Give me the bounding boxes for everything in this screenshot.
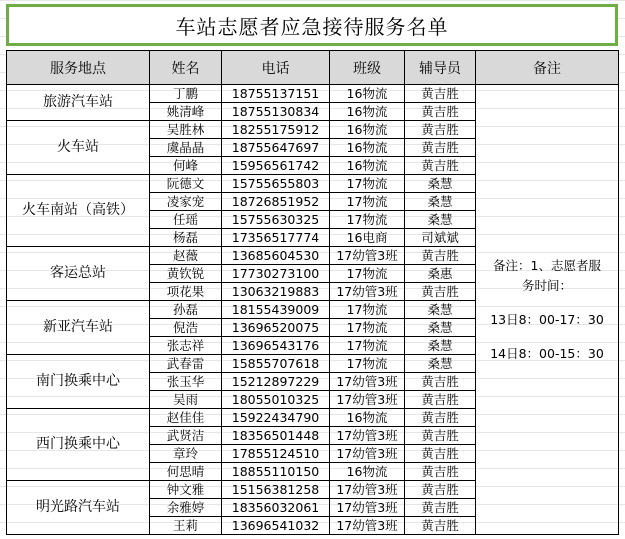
title-text: 车站志愿者应急接待服务名单 [175,14,449,39]
class-cell: 17物流 [330,193,405,211]
class-cell: 16物流 [330,85,405,103]
notes-line-3: 13日8：00-17：30 [490,311,604,327]
phone-cell: 18055010325 [222,391,330,409]
counselor-cell: 黄吉胜 [405,409,476,427]
class-cell: 17幼管3班 [330,373,405,391]
notes-line-4: 14日8：00-15：30 [490,345,604,361]
phone-cell: 17855124510 [222,445,330,463]
header-phone: 电话 [222,51,330,85]
counselor-cell: 桑慧 [405,175,476,193]
name-cell: 武春雷 [150,355,222,373]
location-cell: 明光路汽车站 [7,481,150,535]
location-cell: 客运总站 [7,247,150,301]
name-cell: 钟文雅 [150,481,222,499]
counselor-cell: 黄吉胜 [405,157,476,175]
name-cell: 何思晴 [150,463,222,481]
counselor-cell: 黄吉胜 [405,499,476,517]
class-cell: 17物流 [330,301,405,319]
class-cell: 16物流 [330,463,405,481]
location-cell: 南门换乘中心 [7,355,150,409]
phone-cell: 18356501448 [222,427,330,445]
class-cell: 16物流 [330,157,405,175]
phone-cell: 15755630325 [222,211,330,229]
counselor-cell: 黄吉胜 [405,427,476,445]
class-cell: 17幼管3班 [330,517,405,535]
counselor-cell: 黄吉胜 [405,391,476,409]
notes-line-2: 务时间： [521,277,572,293]
phone-cell: 13696520075 [222,319,330,337]
counselor-cell: 黄吉胜 [405,463,476,481]
location-cell: 火车站 [7,121,150,175]
counselor-cell: 桑慧 [405,337,476,355]
class-cell: 16物流 [330,103,405,121]
location-cell: 火车南站（高铁） [7,175,150,247]
phone-cell: 18255175912 [222,121,330,139]
class-cell: 17幼管3班 [330,481,405,499]
phone-cell: 18755647697 [222,139,330,157]
class-cell: 17物流 [330,265,405,283]
class-cell: 17幼管3班 [330,427,405,445]
phone-cell: 17356517774 [222,229,330,247]
class-cell: 17幼管3班 [330,499,405,517]
phone-cell: 13685604530 [222,247,330,265]
notes-spacer [480,296,614,310]
volunteer-table [6,50,619,535]
class-cell: 17物流 [330,211,405,229]
phone-cell: 18755130834 [222,103,330,121]
phone-cell: 15956561742 [222,157,330,175]
phone-cell: 15855707618 [222,355,330,373]
phone-cell: 15212897229 [222,373,330,391]
counselor-cell: 黄吉胜 [405,121,476,139]
notes-cell [476,85,619,535]
class-cell: 16电商 [330,229,405,247]
class-cell: 17幼管3班 [330,283,405,301]
name-cell: 杨磊 [150,229,222,247]
counselor-cell: 黄吉胜 [405,481,476,499]
class-cell: 16物流 [330,409,405,427]
sheet-title [6,4,618,46]
name-cell: 赵薇 [150,247,222,265]
class-cell: 17物流 [330,319,405,337]
counselor-cell: 黄吉胜 [405,85,476,103]
phone-cell: 18755137151 [222,85,330,103]
class-cell: 17物流 [330,355,405,373]
phone-cell: 18726851952 [222,193,330,211]
class-cell: 17物流 [330,175,405,193]
counselor-cell: 黄吉胜 [405,103,476,121]
name-cell: 吴胜林 [150,121,222,139]
name-cell: 孙磊 [150,301,222,319]
location-cell: 新亚汽车站 [7,301,150,355]
class-cell: 17幼管3班 [330,445,405,463]
phone-cell: 17730273100 [222,265,330,283]
phone-cell: 15156381258 [222,481,330,499]
counselor-cell: 黄吉胜 [405,247,476,265]
name-cell: 张志祥 [150,337,222,355]
counselor-cell: 黄吉胜 [405,373,476,391]
phone-cell: 15922434790 [222,409,330,427]
counselor-cell: 桑慧 [405,211,476,229]
header-location: 服务地点 [7,51,150,85]
phone-cell: 18855110150 [222,463,330,481]
name-cell: 赵佳佳 [150,409,222,427]
counselor-cell: 司斌斌 [405,229,476,247]
notes-line-1: 备注：1、志愿者服 [493,257,601,273]
name-cell: 凌家宠 [150,193,222,211]
class-cell: 17幼管3班 [330,247,405,265]
header-name: 姓名 [150,51,222,85]
name-cell: 姚清峰 [150,103,222,121]
name-cell: 张玉华 [150,373,222,391]
counselor-cell: 黄吉胜 [405,517,476,535]
phone-cell: 13063219883 [222,283,330,301]
location-cell: 旅游汽车站 [7,85,150,121]
counselor-cell: 桑惠 [405,265,476,283]
name-cell: 王莉 [150,517,222,535]
header-counselor: 辅导员 [405,51,476,85]
table-body [7,85,619,535]
phone-cell: 18155439009 [222,301,330,319]
phone-cell: 18356032061 [222,499,330,517]
counselor-cell: 桑慧 [405,301,476,319]
header-notes: 备注 [476,51,619,85]
phone-cell: 15755655803 [222,175,330,193]
notes-spacer [480,330,614,344]
class-cell: 16物流 [330,139,405,157]
name-cell: 虞晶晶 [150,139,222,157]
counselor-cell: 黄吉胜 [405,445,476,463]
header-class: 班级 [330,51,405,85]
header-row [7,51,619,85]
location-cell: 西门换乘中心 [7,409,150,481]
name-cell: 阮德文 [150,175,222,193]
class-cell: 17物流 [330,337,405,355]
counselor-cell: 桑慧 [405,355,476,373]
name-cell: 黄钦锐 [150,265,222,283]
class-cell: 16物流 [330,121,405,139]
name-cell: 吴雨 [150,391,222,409]
name-cell: 倪浩 [150,319,222,337]
name-cell: 丁鹏 [150,85,222,103]
name-cell: 章玲 [150,445,222,463]
name-cell: 项花果 [150,283,222,301]
name-cell: 何峰 [150,157,222,175]
counselor-cell: 桑慧 [405,319,476,337]
name-cell: 余雅婷 [150,499,222,517]
class-cell: 17幼管3班 [330,391,405,409]
counselor-cell: 桑慧 [405,193,476,211]
table-row [7,85,619,103]
counselor-cell: 黄吉胜 [405,139,476,157]
phone-cell: 13696541032 [222,517,330,535]
counselor-cell: 黄吉胜 [405,283,476,301]
phone-cell: 13696543176 [222,337,330,355]
name-cell: 武贤洁 [150,427,222,445]
name-cell: 任瑶 [150,211,222,229]
